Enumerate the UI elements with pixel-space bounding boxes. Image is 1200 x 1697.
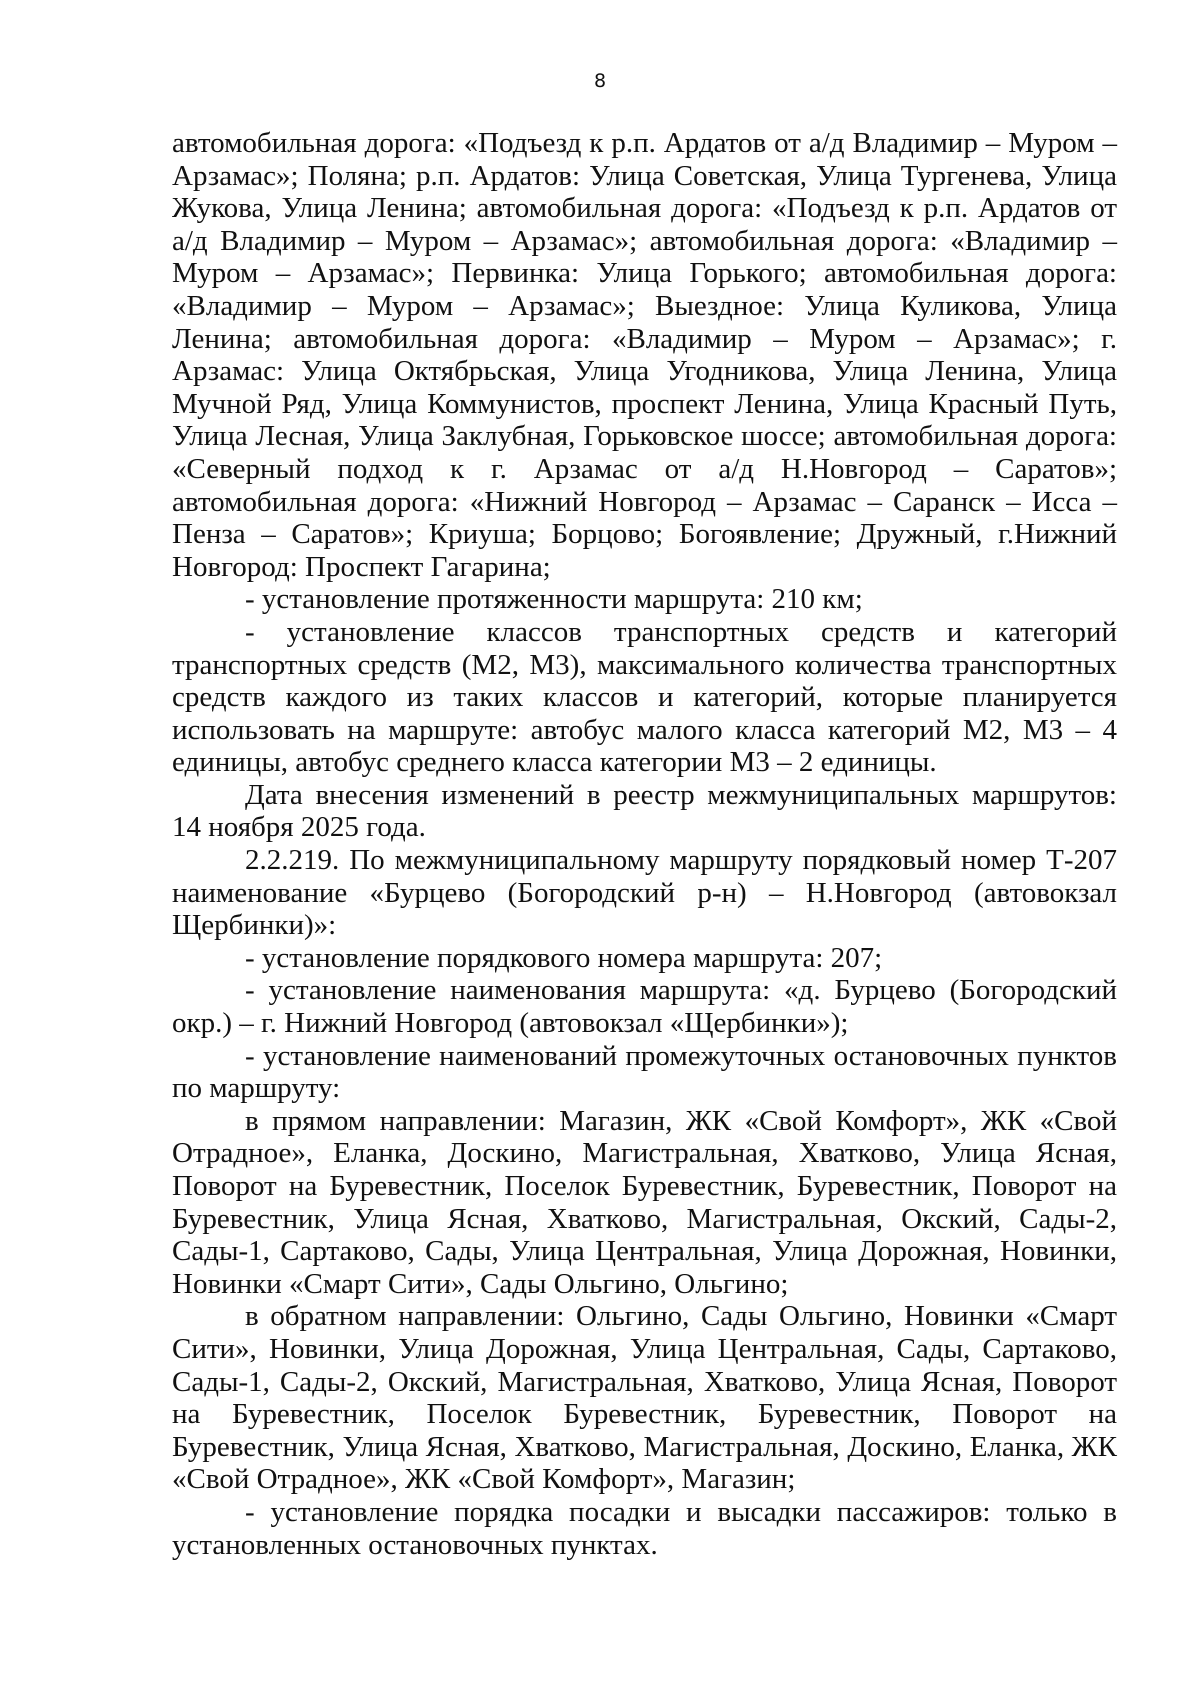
paragraph-reverse-direction: в обратном направлении: Ольгино, Сады Ольгино, Новинки «Смарт Сити», Новинки, Улица Дорожная, Улица Центральная, Сады, Сартаково, Сады-1, Сады-2, Окский, Магистральная, Хватково, Улица Ясная, Поворот на Буревестник, Поселок Буревестник, Буревестник, Поворот на Буревестник, Улица Ясная, Хватково, Магистральная, Доскино, Еланка, ЖК «Свой Отрадное», ЖК «Свой Комфорт», Магазин; — [172, 1300, 1117, 1496]
document-body — [172, 127, 1117, 1561]
paragraph-boarding-order: - установление порядка посадки и высадки пассажиров: только в установленных остановочных пунктах. — [172, 1495, 1117, 1561]
paragraph-route-number: - установление порядкового номера маршрута: 207; — [245, 941, 883, 974]
paragraph-vehicle-classes: - установление классов транспортных средств и категорий транспортных средств (М2, М3), максимального количества транспортных средств каждого из таких классов и категорий, которые планируется использовать на маршруте: автобус малого класса категорий М2, М3 – 4 единицы, автобус среднего класса категории М3 – 2 единицы. — [172, 615, 1117, 779]
paragraph-clause-heading: 2.2.219. По межмуниципальному маршруту порядковый номер Т-207 наименование «Бурцево (Богородский р-н) – Н.Новгород (автовокзал Щербинки)»: — [172, 844, 1117, 942]
paragraph-registry-date: Дата внесения изменений в реестр межмуниципальных маршрутов: 14 ноября 2025 года. — [172, 778, 1117, 844]
paragraph-route-length: - установление протяженности маршрута: 210 км; — [245, 583, 863, 616]
paragraph-forward-direction: в прямом направлении: Магазин, ЖК «Свой Комфорт», ЖК «Свой Отрадное», Еланка, Доскино, Магистральная, Хватково, Улица Ясная, Поворот на Буревестник, Поселок Буревестник, Буревестник, Поворот на Буревестник, Улица Ясная, Хватково, Магистральная, Окский, Сады-2, Сады-1, Сартаково, Сады, Улица Центральная, Улица Дорожная, Новинки, Новинки «Смарт Сити», Сады Ольгино, Ольгино; — [172, 1104, 1117, 1300]
paragraph-intermediate-stops: - установление наименований промежуточных остановочных пунктов по маршруту: — [172, 1039, 1117, 1105]
paragraph-route-stops-continued: автомобильная дорога: «Подъезд к р.п. Ардатов от а/д Владимир – Муром – Арзамас»; Поляна; р.п. Ардатов: Улица Советская, Улица Тургенева, Улица Жукова, Улица Ленина; автомобильная дорога: «Подъезд к р.п. Ардатов от а/д Владимир – Муром – Арзамас»; автомобильная дорога: «Владимир – Муром – Арзамас»; Первинка: Улица Горького; автомобильная дорога: «Владимир – Муром – Арзамас»; Выездное: Улица Куликова, Улица Ленина; автомобильная дорога: «Владимир – Муром – Арзамас»; г. Арзамас: Улица Октябрьская, Улица Угодникова, Улица Ленина, Улица Мучной Ряд, Улица Коммунистов, проспект Ленина, Улица Красный Путь, Улица Лесная, Улица Заклубная, Горьковское шоссе; автомобильная дорога: «Северный подход к г. Арзамас от а/д Н.Новгород – Саратов»; автомобильная дорога: «Нижний Новгород – Арзамас – Саранск – Исса – Пенза – Саратов»; Криуша; Борцово; Богоявление; Дружный, г.Нижний Новгород: Проспект Гагарина; — [172, 127, 1117, 583]
page-number: 8 — [593, 70, 607, 92]
paragraph-route-name: - установление наименования маршрута: «д. Бурцево (Богородский окр.) – г. Нижний Новгород (автовокзал «Щербинки»); — [172, 974, 1117, 1040]
